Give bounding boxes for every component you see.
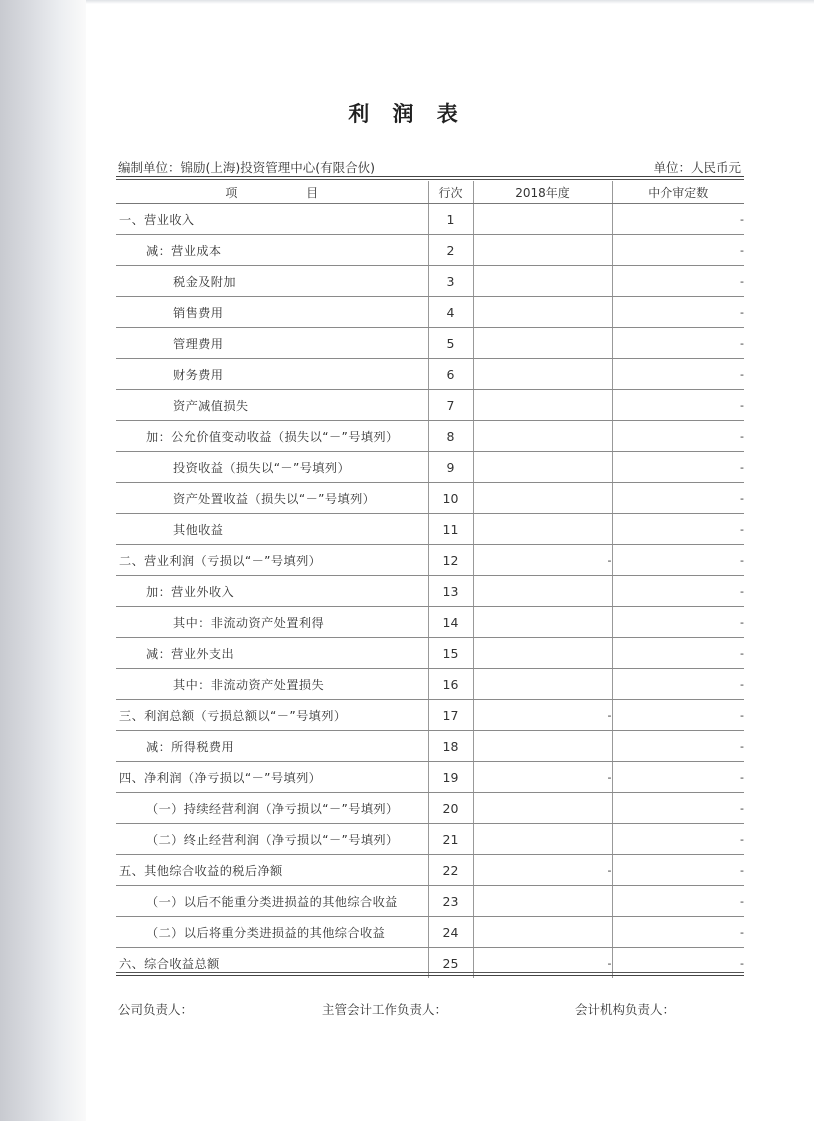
row-item-cell [116,576,428,607]
row-number: 15 [428,638,473,669]
row-audited-value: - [612,607,744,638]
row-year-value: - [473,700,612,731]
row-item-cell [116,700,428,731]
row-item-cell [116,607,428,638]
row-label: 六、综合收益总额 [119,956,220,971]
row-year-value [473,452,612,483]
header-audited: 中介审定数 [612,181,744,204]
row-item-cell [116,824,428,855]
row-year-value [473,421,612,452]
table-row [116,638,744,669]
row-item-cell [116,235,428,266]
top-rule-thick [116,176,744,177]
page-top-edge [86,0,814,4]
row-label: 其中：非流动资产处置利得 [173,615,325,630]
row-audited-value: - [612,948,744,979]
row-item-cell [116,669,428,700]
row-audited-value: - [612,328,744,359]
row-label: 四、净利润（净亏损以“－”号填列） [119,770,322,785]
table-row [116,607,744,638]
table-row [116,700,744,731]
row-audited-value: - [612,514,744,545]
row-year-value [473,576,612,607]
row-year-value [473,235,612,266]
row-label: 管理费用 [173,336,224,351]
row-year-value [473,669,612,700]
row-label: 投资收益（损失以“－”号填列） [173,460,351,475]
row-audited-value: - [612,421,744,452]
row-number: 2 [428,235,473,266]
row-item-cell [116,390,428,421]
row-year-value [473,483,612,514]
row-item-cell [116,638,428,669]
table-row [116,204,744,235]
row-number: 21 [428,824,473,855]
row-number: 25 [428,948,473,979]
row-number: 18 [428,731,473,762]
row-label: 资产处置收益（损失以“－”号填列） [173,491,376,506]
page-title: 利 润 表 [348,102,466,126]
row-label: 其他收益 [173,522,224,537]
row-year-value: - [473,762,612,793]
row-audited-value: - [612,576,744,607]
header-item: 项 目 [116,181,428,204]
company-name: 编制单位：锦励(上海)投资管理中心(有限合伙) [118,160,376,175]
table-row [116,669,744,700]
table-row [116,483,744,514]
row-item-cell [116,793,428,824]
row-number: 20 [428,793,473,824]
table-row [116,855,744,886]
row-label: 加：公允价值变动收益（损失以“－”号填列） [146,429,399,444]
row-label: 减：营业外支出 [146,646,235,661]
row-label: 其中：非流动资产处置损失 [173,677,325,692]
row-number: 10 [428,483,473,514]
table-row [116,948,744,979]
table-row [116,545,744,576]
table-row [116,452,744,483]
table-row [116,917,744,948]
row-audited-value: - [612,204,744,235]
row-year-value: - [473,948,612,979]
table-row [116,576,744,607]
row-number: 23 [428,886,473,917]
row-item-cell [116,297,428,328]
row-label: 资产减值损失 [173,398,249,413]
table-row [116,390,744,421]
row-number: 14 [428,607,473,638]
row-item-cell [116,421,428,452]
table-body [116,204,744,979]
row-label: 一、营业收入 [119,212,195,227]
row-audited-value: - [612,669,744,700]
row-number: 17 [428,700,473,731]
table-row [116,514,744,545]
row-label: 三、利润总额（亏损总额以“－”号填列） [119,708,347,723]
table-row [116,266,744,297]
row-number: 13 [428,576,473,607]
table-row [116,235,744,266]
table-header-row [116,181,744,204]
currency-unit: 单位：人民币元 [653,160,741,175]
row-item-cell [116,762,428,793]
row-label: （二）终止经营利润（净亏损以“－”号填列） [146,832,399,847]
row-item-cell [116,855,428,886]
row-number: 24 [428,917,473,948]
row-label: （一）持续经营利润（净亏损以“－”号填列） [146,801,399,816]
row-audited-value: - [612,359,744,390]
row-year-value [473,266,612,297]
row-item-cell [116,731,428,762]
row-number: 9 [428,452,473,483]
row-item-cell [116,886,428,917]
row-number: 11 [428,514,473,545]
book-binding-shadow [0,0,86,1121]
row-item-cell [116,266,428,297]
row-number: 1 [428,204,473,235]
table-row [116,328,744,359]
row-label: 财务费用 [173,367,224,382]
income-statement-table [116,181,744,978]
row-audited-value: - [612,235,744,266]
row-audited-value: - [612,452,744,483]
row-item-cell [116,917,428,948]
row-label: 减：营业成本 [146,243,222,258]
row-number: 22 [428,855,473,886]
row-year-value [473,917,612,948]
report-meta [118,158,743,176]
row-label: 五、其他综合收益的税后净额 [119,863,283,878]
row-audited-value: - [612,483,744,514]
row-item-cell [116,514,428,545]
row-label: （一）以后不能重分类进损益的其他综合收益 [146,894,398,909]
row-year-value [473,204,612,235]
table-row [116,824,744,855]
table-row [116,793,744,824]
row-number: 5 [428,328,473,359]
row-label: 减：所得税费用 [146,739,235,754]
row-year-value [473,793,612,824]
table-row [116,762,744,793]
row-number: 8 [428,421,473,452]
header-row-number: 行次 [428,181,473,204]
row-number: 7 [428,390,473,421]
row-number: 6 [428,359,473,390]
row-audited-value: - [612,266,744,297]
table-row [116,359,744,390]
row-year-value [473,824,612,855]
row-audited-value: - [612,886,744,917]
row-item-cell [116,328,428,359]
row-year-value [473,514,612,545]
row-label: 税金及附加 [173,274,236,289]
row-year-value [473,297,612,328]
bottom-rule-thin [116,972,744,973]
row-item-cell [116,545,428,576]
row-year-value [473,731,612,762]
row-year-value: - [473,855,612,886]
row-audited-value: - [612,824,744,855]
row-label: 销售费用 [173,305,224,320]
row-audited-value: - [612,855,744,886]
row-audited-value: - [612,793,744,824]
row-number: 4 [428,297,473,328]
accounting-dept-head-signature: 会计机构负责人： [575,1002,676,1017]
row-label: 二、营业利润（亏损以“－”号填列） [119,553,322,568]
company-head-signature: 公司负责人： [118,1002,194,1017]
row-year-value [473,390,612,421]
row-audited-value: - [612,297,744,328]
top-rule-thin [116,179,744,180]
table-row [116,297,744,328]
row-audited-value: - [612,731,744,762]
row-year-value [473,607,612,638]
row-label: 加：营业外收入 [146,584,235,599]
row-item-cell [116,452,428,483]
row-number: 19 [428,762,473,793]
row-number: 3 [428,266,473,297]
row-audited-value: - [612,545,744,576]
row-label: （二）以后将重分类进损益的其他综合收益 [146,925,386,940]
bottom-rule-thick [116,975,744,976]
accounting-head-signature: 主管会计工作负责人： [322,1002,448,1017]
row-item-cell [116,948,428,979]
row-number: 16 [428,669,473,700]
row-number: 12 [428,545,473,576]
row-year-value: - [473,545,612,576]
row-year-value [473,638,612,669]
table-row [116,421,744,452]
row-audited-value: - [612,638,744,669]
row-item-cell [116,483,428,514]
table-row [116,731,744,762]
row-item-cell [116,204,428,235]
table-row [116,886,744,917]
row-audited-value: - [612,762,744,793]
row-item-cell [116,359,428,390]
row-audited-value: - [612,390,744,421]
row-year-value [473,359,612,390]
row-year-value [473,328,612,359]
header-year: 2018年度 [473,181,612,204]
row-audited-value: - [612,917,744,948]
row-audited-value: - [612,700,744,731]
row-year-value [473,886,612,917]
